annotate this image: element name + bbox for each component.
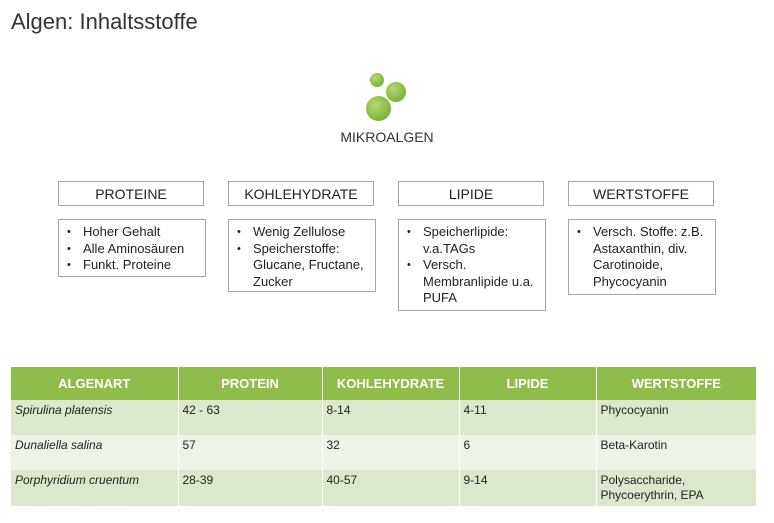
table-row — [11, 435, 756, 470]
detail-list — [67, 224, 199, 274]
column-header: KOHLEHYDRATE — [322, 367, 459, 400]
algae-table — [11, 367, 756, 506]
list-item: • Funkt. Proteine — [67, 257, 199, 274]
table-cell: 57 — [178, 435, 322, 470]
table-header-row — [11, 367, 756, 400]
category-wertstoffe: WERTSTOFFE — [568, 181, 714, 206]
medium-bubble-icon — [386, 82, 406, 102]
list-item: • Alle Aminosäuren — [67, 241, 199, 258]
table-cell: 8-14 — [322, 400, 459, 435]
page-title: Algen: Inhaltsstoffe — [11, 9, 198, 34]
table-cell: 28-39 — [178, 470, 322, 506]
table-row — [11, 400, 756, 435]
category-lipide: LIPIDE — [398, 181, 544, 206]
table-row — [11, 470, 756, 506]
table-cell: Porphyridium cruentum — [11, 470, 178, 506]
column-header: ALGENART — [11, 367, 178, 400]
category-kohlehydrate: KOHLEHYDRATE — [228, 181, 374, 206]
list-item: • Versch. Membranlipide u.a. PUFA — [407, 257, 539, 307]
table-cell: Spirulina platensis — [11, 400, 178, 435]
table-cell: Phycocyanin — [596, 400, 756, 435]
detail-box-kohlehydrate — [228, 219, 376, 292]
list-item: • Wenig Zellulose — [237, 224, 369, 241]
detail-box-lipide — [398, 219, 546, 311]
list-item: • Versch. Stoffe: z.B. Astaxanthin, div. Carotinoide, Phycocyanin — [577, 224, 709, 290]
detail-list — [577, 224, 709, 290]
table-cell: 42 - 63 — [178, 400, 322, 435]
detail-box-proteine — [58, 219, 206, 277]
detail-list — [237, 224, 369, 290]
table-cell: 32 — [322, 435, 459, 470]
table-cell: 9-14 — [459, 470, 596, 506]
list-item: • Speicherstoffe: Glucane, Fructane, Zucker — [237, 241, 369, 291]
table-cell: 4-11 — [459, 400, 596, 435]
table-cell: 40-57 — [322, 470, 459, 506]
table-cell: Dunaliella salina — [11, 435, 178, 470]
center-label: MIKROALGEN — [340, 129, 434, 145]
table-cell: 6 — [459, 435, 596, 470]
table-cell: Polysaccharide, Phycoerythrin, EPA — [596, 470, 756, 506]
large-bubble-icon — [366, 96, 391, 121]
list-item: • Speicherlipide: v.a.TAGs — [407, 224, 539, 257]
category-proteine: PROTEINE — [58, 181, 204, 206]
table-cell: Beta-Karotin — [596, 435, 756, 470]
detail-list — [407, 224, 539, 307]
detail-box-wertstoffe — [568, 219, 716, 295]
small-bubble-icon — [370, 73, 384, 87]
microalgae-bubbles-icon — [360, 68, 410, 124]
list-item: • Hoher Gehalt — [67, 224, 199, 241]
column-header: PROTEIN — [178, 367, 322, 400]
column-header: WERTSTOFFE — [596, 367, 756, 400]
column-header: LIPIDE — [459, 367, 596, 400]
